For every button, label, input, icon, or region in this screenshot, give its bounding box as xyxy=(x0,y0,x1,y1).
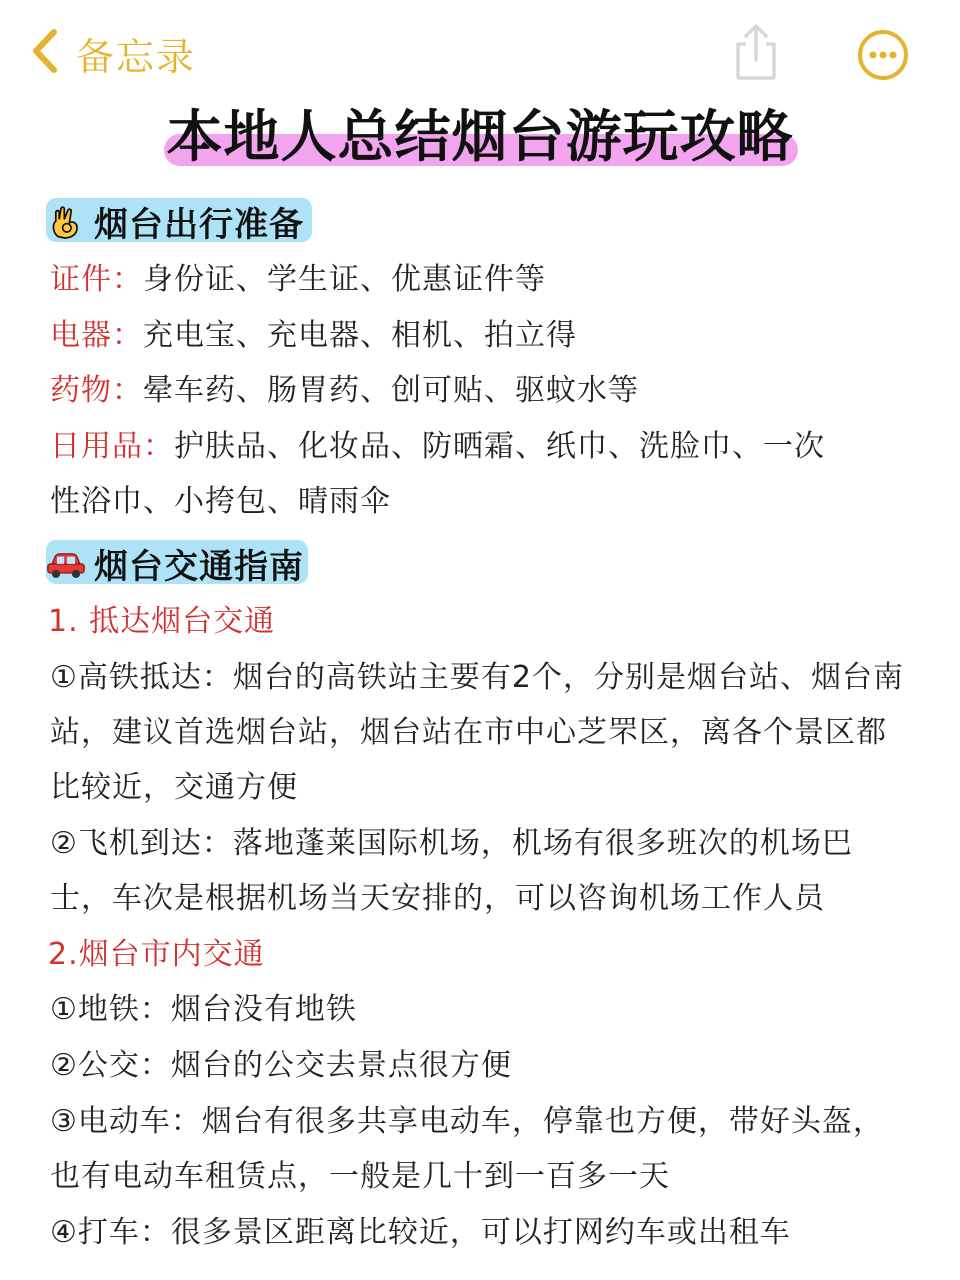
page-title: 本地人总结烟台游玩攻略 xyxy=(166,105,794,170)
item-value: 身份证、学生证、优惠证件等 xyxy=(143,262,546,297)
paragraph-line: ④打车：很多景区距离比较近，可以打网约车或出租车 xyxy=(50,1215,791,1250)
section-header-preparation xyxy=(46,198,304,244)
share-button[interactable] xyxy=(730,22,782,82)
section-heading: 烟台交通指南 xyxy=(94,546,304,587)
subsection-title: 2.烟台市内交通 xyxy=(48,937,265,972)
list-item xyxy=(50,427,825,467)
paragraph-line: 站，建议首选烟台站，烟台站在市中心芝罘区，离各个景区都 xyxy=(50,715,887,750)
share-icon xyxy=(730,22,782,82)
item-key: 证件： xyxy=(50,262,143,297)
section-heading: 烟台出行准备 xyxy=(94,204,304,245)
list-item xyxy=(50,316,577,356)
more-icon xyxy=(856,28,910,82)
paragraph-line: 也有电动车租赁点，一般是几十到一百多一天 xyxy=(50,1159,670,1194)
list-item xyxy=(50,371,639,411)
back-button[interactable] xyxy=(28,28,196,78)
list-item-continuation: 性浴巾、小挎包、晴雨伞 xyxy=(50,484,391,519)
section-header-transport xyxy=(46,540,304,586)
paragraph-line: 士，车次是根据机场当天安排的，可以咨询机场工作人员 xyxy=(50,881,825,916)
item-key: 电器： xyxy=(50,318,143,353)
item-key: 药物： xyxy=(50,373,143,408)
paragraph-line: ①地铁：烟台没有地铁 xyxy=(50,992,357,1027)
paragraph-line: 比较近，交通方便 xyxy=(50,770,298,805)
paragraph-line: ①高铁抵达：烟台的高铁站主要有2个，分别是烟台站、烟台南 xyxy=(50,660,904,695)
paragraph-line: ②公交：烟台的公交去景点很方便 xyxy=(50,1048,512,1083)
title-block xyxy=(0,100,960,180)
top-bar xyxy=(0,0,960,110)
paragraph-line: ③电动车：烟台有很多共享电动车，停靠也方便，带好头盔， xyxy=(50,1104,884,1139)
back-label: 备忘录 xyxy=(76,34,197,79)
chevron-left-icon xyxy=(28,26,62,80)
item-value: 护肤品、化妆品、防晒霜、纸巾、洗脸巾、一次 xyxy=(174,429,825,464)
subsection-title: 1. 抵达烟台交通 xyxy=(48,604,276,639)
ok-hand-icon xyxy=(46,199,86,243)
car-icon xyxy=(46,541,86,585)
item-value: 晕车药、肠胃药、创可贴、驱蚊水等 xyxy=(143,373,639,408)
more-options-button[interactable] xyxy=(856,28,910,82)
item-key: 日用品： xyxy=(50,429,174,464)
paragraph-line: ②飞机到达：落地蓬莱国际机场，机场有很多班次的机场巴 xyxy=(50,826,853,861)
list-item xyxy=(50,260,546,300)
item-value: 充电宝、充电器、相机、拍立得 xyxy=(143,318,577,353)
